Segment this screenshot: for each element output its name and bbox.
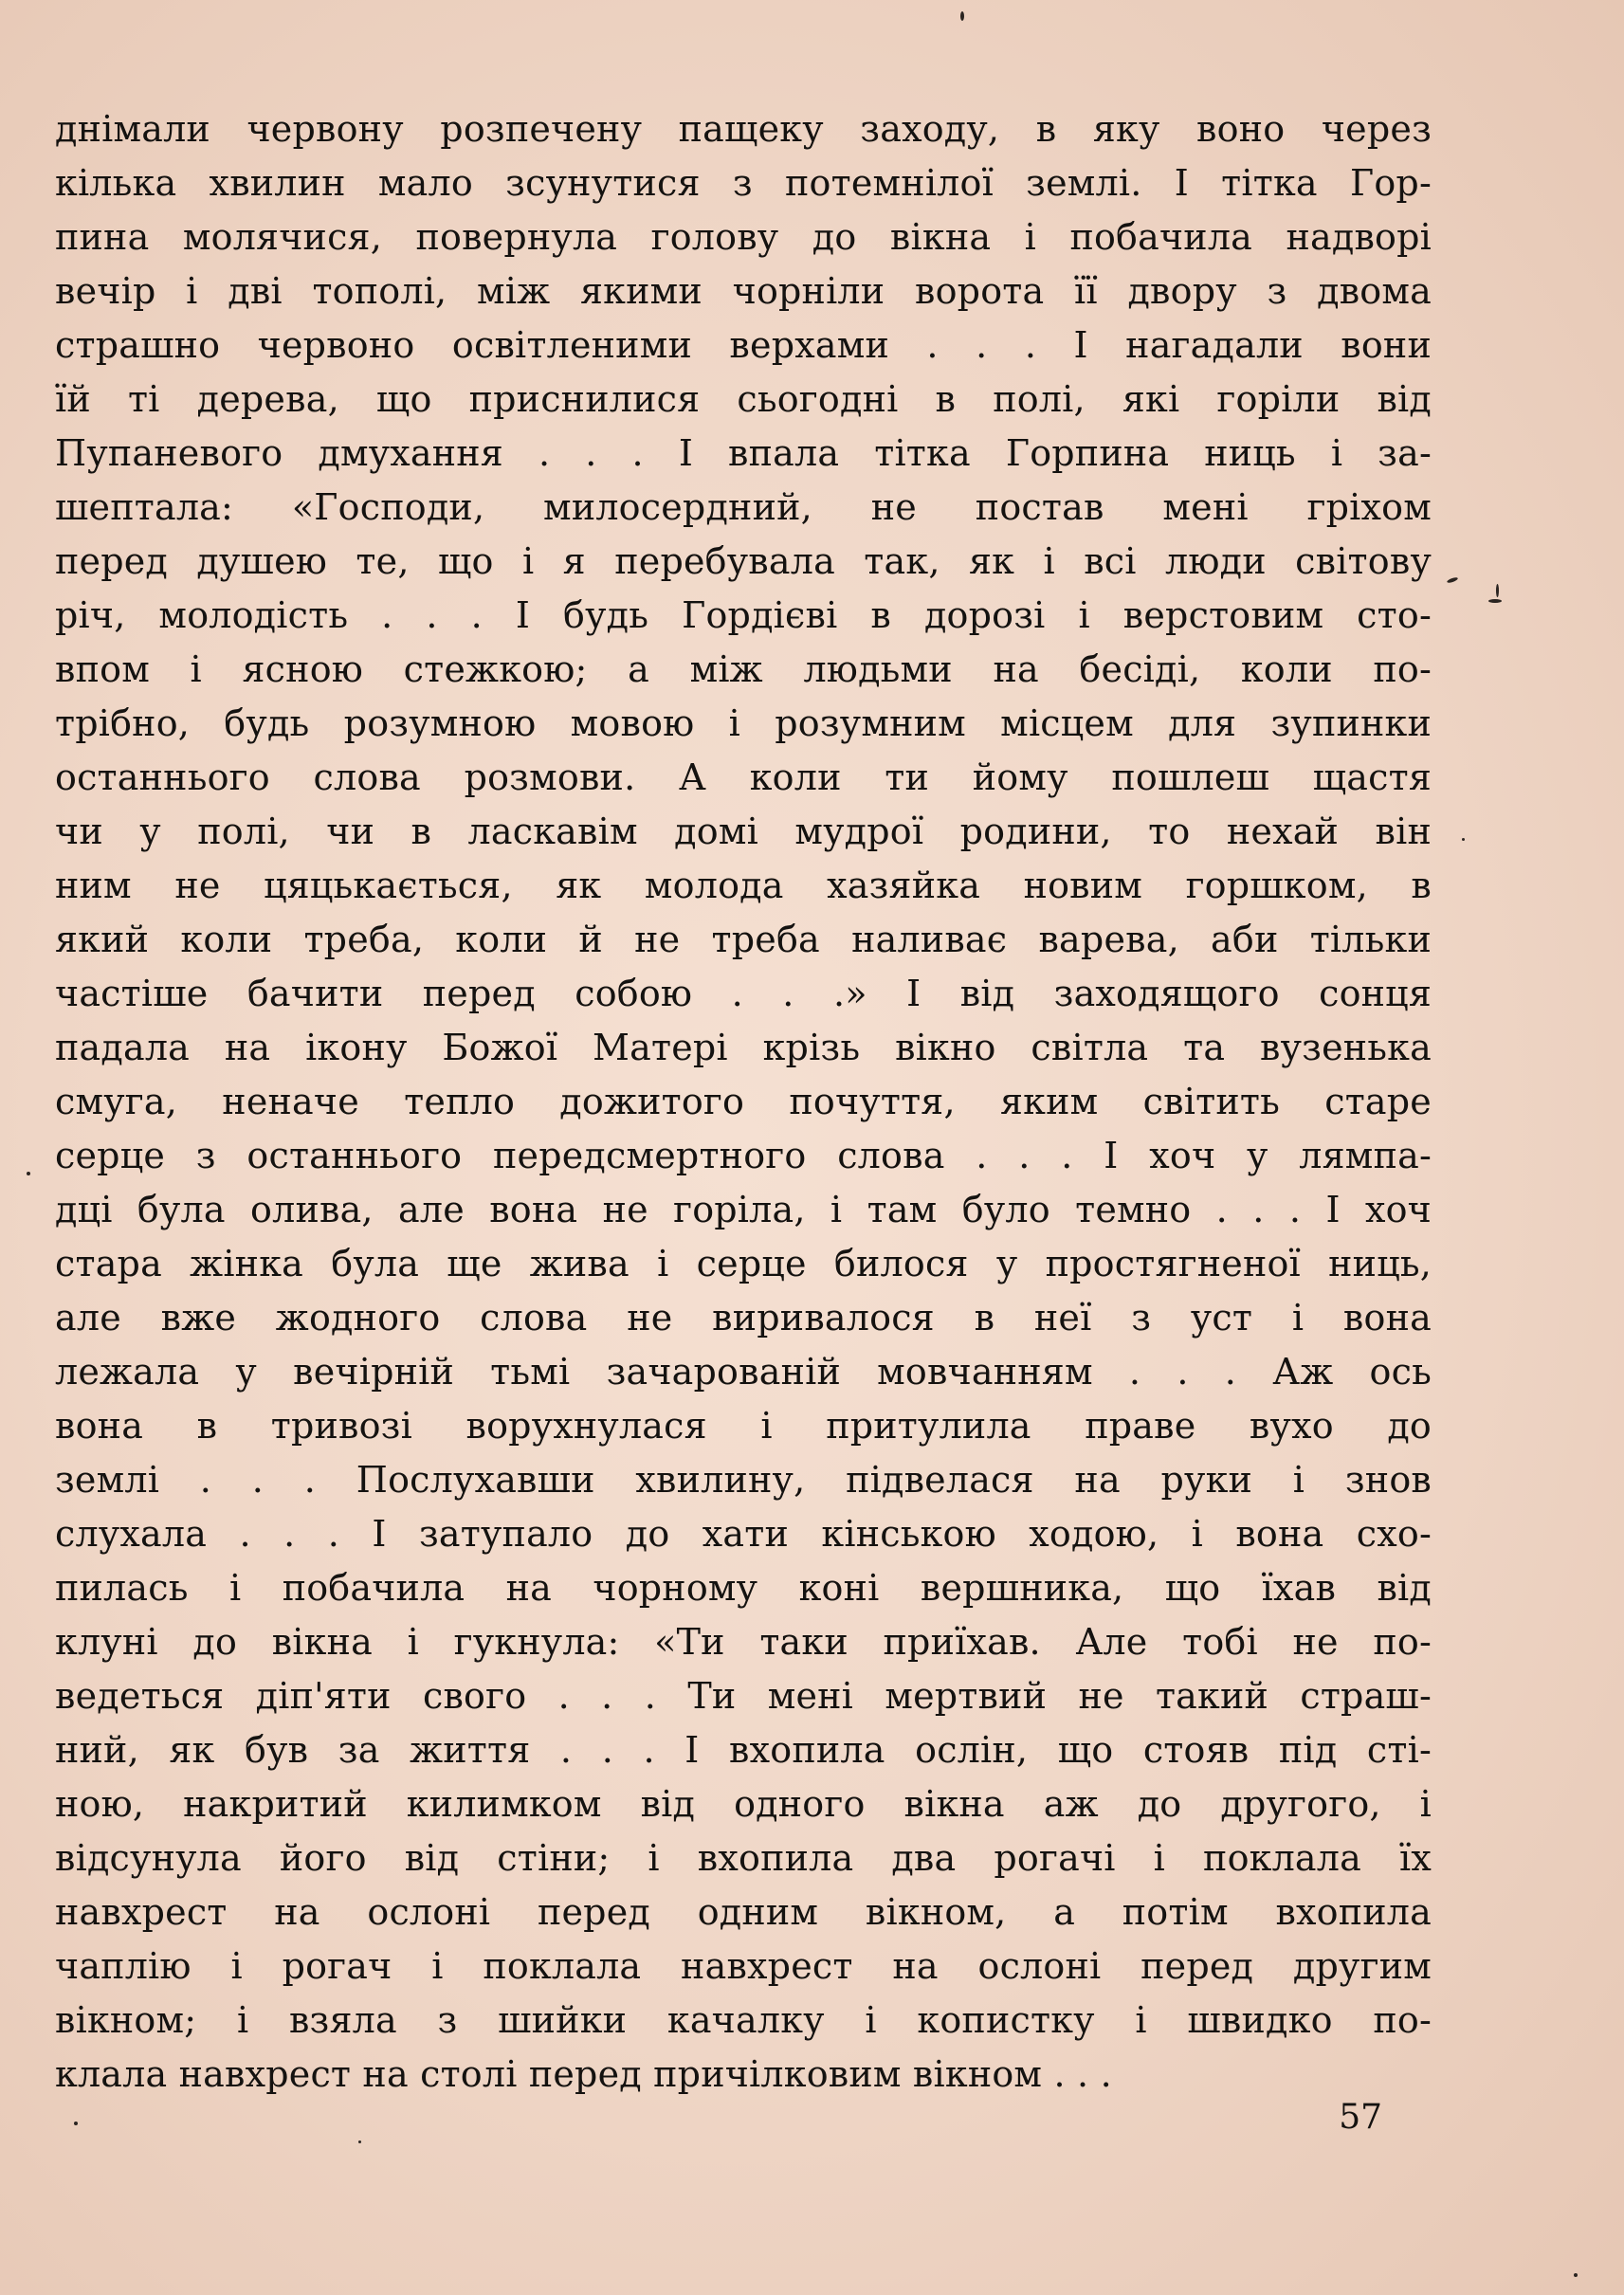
text-line: їй ті дерева, що приснилися сьогодні в полі, які горіли від xyxy=(55,378,1432,420)
text-line: лежала у вечірній тьмі зачарованій мовчанням . . . Аж ось xyxy=(55,1351,1432,1393)
text-line: відсунула його від стіни; і вхопила два рогачі і поклала їх xyxy=(55,1837,1432,1879)
text-line: навхрест на ослоні перед одним вікном, а потім вхопила xyxy=(55,1891,1432,1933)
text-line: чаплію і рогач і поклала навхрест на ослоні перед другим xyxy=(55,1945,1432,1987)
scan-speck xyxy=(358,2140,361,2143)
text-line: вікном; і взяла з шийки качалку і копистку і швидко по- xyxy=(55,1999,1432,2041)
text-line: останнього слова розмови. А коли ти йому пошлеш щастя xyxy=(55,756,1432,798)
text-line: ним не цяцькається, як молода хазяйка новим горшком, в xyxy=(55,865,1432,906)
text-line: вона в тривозі ворухнулася і притулила праве вухо до xyxy=(55,1405,1432,1447)
text-line: який коли треба, коли й не треба наливає варева, аби тільки xyxy=(55,919,1432,960)
text-line: ною, накритий килимком від одного вікна аж до другого, і xyxy=(55,1783,1432,1825)
text-line: дці була олива, але вона не горіла, і там було темно . . . І хоч xyxy=(55,1189,1432,1230)
text-line: чи у полі, чи в ласкавім домі мудрої родини, то нехай він xyxy=(55,811,1432,852)
scan-speck xyxy=(960,11,964,21)
text-line: клуні до вікна і гукнула: «Ти таки приїхав. Але тобі не по- xyxy=(55,1621,1432,1663)
text-line: річ, молодість . . . І будь Гордієві в дорозі і верстовим сто- xyxy=(55,594,1432,636)
text-line: страшно червоно освітленими верхами . . . І нагадали вони xyxy=(55,324,1432,366)
text-line: смуга, неначе тепло дожитого почуття, яким світить старе xyxy=(55,1081,1432,1122)
text-line: серце з останнього передсмертного слова . . . І хоч у лямпа- xyxy=(55,1135,1432,1176)
text-line: стара жінка була ще жива і серце билося у простягненої ниць, xyxy=(55,1243,1432,1284)
body-text xyxy=(55,102,1432,2102)
scan-speck xyxy=(1462,838,1465,841)
page-number: 57 xyxy=(1339,2098,1382,2137)
text-line: клала навхрест на столі перед причілковим вікном . . . xyxy=(55,2053,1112,2095)
text-line: впом і ясною стежкою; а між людьми на бесіді, коли по- xyxy=(55,648,1432,690)
text-line: вечір і дві тополі, між якими чорніли ворота її двору з двома xyxy=(55,270,1432,312)
scan-speck xyxy=(1496,584,1499,597)
text-line: пина молячися, повернула голову до вікна і побачила надворі xyxy=(55,216,1432,258)
text-line: трібно, будь розумною мовою і розумним місцем для зупинки xyxy=(55,702,1432,744)
text-line: але вже жодного слова не виривалося в неї з уст і вона xyxy=(55,1297,1432,1339)
scan-speck xyxy=(1447,576,1459,584)
text-line: слухала . . . І затупало до хати кінською ходою, і вона схо- xyxy=(55,1513,1432,1555)
scan-speck xyxy=(27,1172,30,1175)
text-line: землі . . . Послухавши хвилину, підвелася на руки і знов xyxy=(55,1459,1432,1501)
scan-speck xyxy=(74,2122,78,2125)
text-line: ний, як був за життя . . . І вхопила ослін, що стояв під сті- xyxy=(55,1729,1432,1771)
text-line: пилась і побачила на чорному коні вершника, що їхав від xyxy=(55,1567,1432,1609)
text-line: кілька хвилин мало зсунутися з потемнілої землі. І тітка Гор- xyxy=(55,162,1432,204)
scan-speck xyxy=(1488,599,1502,603)
text-line: перед душею те, що і я перебувала так, як і всі люди світову xyxy=(55,540,1432,582)
text-line: падала на ікону Божої Матері крізь вікно світла та вузенька xyxy=(55,1027,1432,1068)
text-line: шептала: «Господи, милосердний, не постав мені гріхом xyxy=(55,486,1432,528)
text-line: Пупаневого дмухання . . . І впала тітка Горпина ниць і за- xyxy=(55,432,1432,474)
text-line: ведеться діп'яти свого . . . Ти мені мертвий не такий страш- xyxy=(55,1675,1432,1717)
text-line: частіше бачити перед собою . . .» І від заходящого сонця xyxy=(55,973,1432,1014)
scan-speck xyxy=(1574,2273,1578,2277)
text-line: днімали червону розпечену пащеку заходу, в яку воно через xyxy=(55,108,1432,150)
